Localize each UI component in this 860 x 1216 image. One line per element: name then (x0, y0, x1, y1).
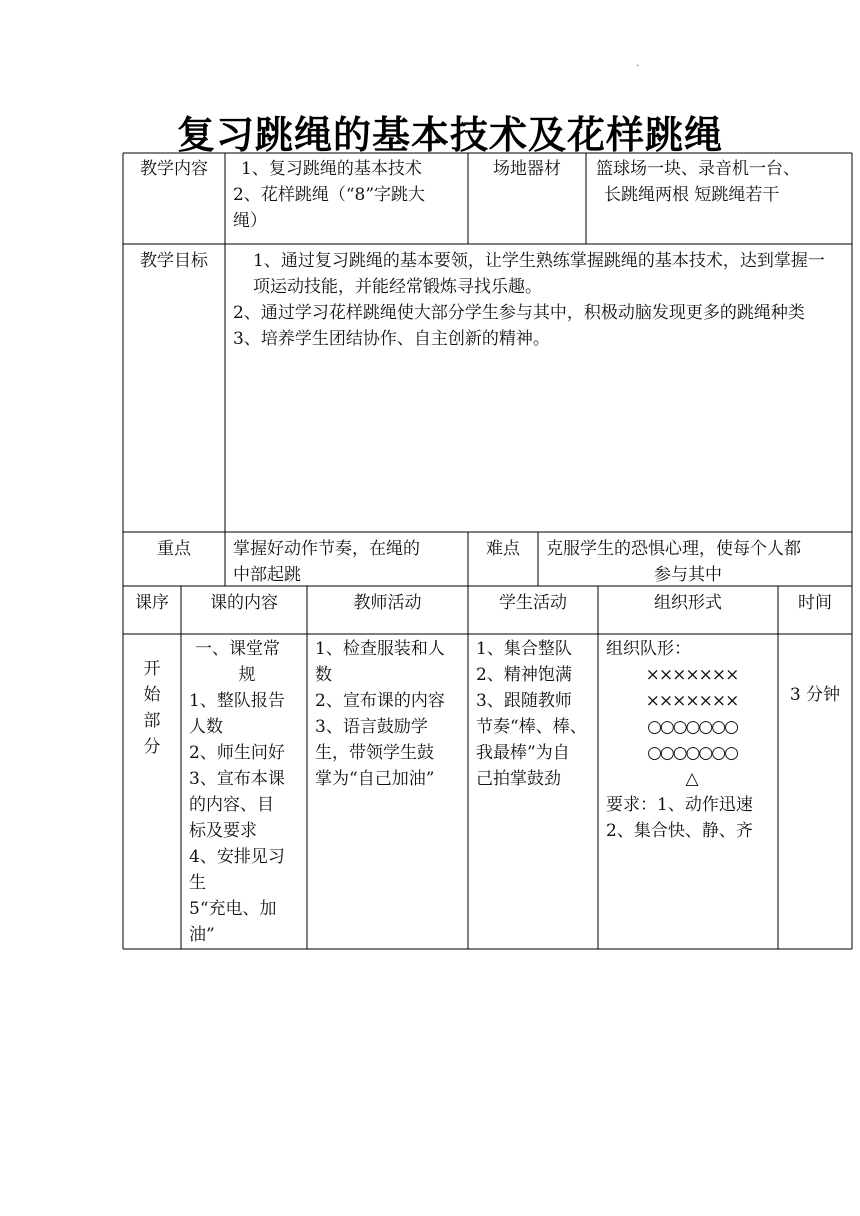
objective-item (233, 248, 849, 300)
venue-label: 场地器材 (493, 159, 561, 179)
lesson-content-line: 标及要求 (189, 821, 257, 841)
student-activity-line: 1、集合整队 (476, 639, 572, 659)
student-activity-cell (476, 636, 598, 792)
formation-row: ○○○○○○○ (647, 717, 737, 737)
teacher-activity-line: 3、语言鼓励学 (315, 717, 428, 737)
key-point-line: 掌握好动作节奏，在绳的 (233, 539, 420, 559)
formation-row: ××××××× (645, 665, 739, 685)
header-sequence: 课序 (135, 593, 169, 613)
teacher-position-mark: △ (685, 769, 699, 789)
organization-line: 2、集合快、静、齐 (606, 821, 753, 841)
student-activity-line: 我最棒”为自 (476, 743, 570, 763)
venue-cell (596, 156, 852, 208)
lesson-content-cell (189, 636, 305, 948)
lesson-content-line: 1、整队报告 (189, 691, 285, 711)
content-line: 2、花样跳绳（“8”字跳大 (233, 185, 426, 205)
objective-item: 2、通过学习花样跳绳使大部分学生参与其中，积极动脑发现更多的跳绳种类 (233, 303, 805, 323)
phase-cell (123, 656, 181, 760)
formation-row: ○○○○○○○ (647, 743, 737, 763)
teacher-activity-line: 2、宣布课的内容 (315, 691, 445, 711)
phase-char: 部 (143, 711, 161, 731)
objectives-label: 教学目标 (140, 251, 208, 271)
difficulty-line: 克服学生的恐惧心理，使每个人都 (546, 539, 801, 559)
student-activity-line: 2、精神饱满 (476, 665, 572, 685)
phase-char: 分 (143, 737, 161, 757)
lesson-content-line: 油” (189, 925, 215, 945)
lesson-content-line: 规 (238, 665, 256, 685)
student-activity-line: 节奏“棒、棒、 (476, 717, 587, 737)
key-point-cell (233, 536, 468, 588)
header-student: 学生活动 (499, 593, 567, 613)
content-label: 教学内容 (140, 159, 208, 179)
lesson-content-line: 的内容、目 (189, 795, 274, 815)
organization-line: 要求：1、动作迅速 (606, 795, 753, 815)
student-activity-line: 己拍掌鼓劲 (476, 769, 561, 789)
phase-char: 开 (143, 659, 161, 679)
content-line: 绳） (233, 211, 267, 231)
teacher-activity-line: 生，带领学生鼓 (315, 743, 434, 763)
lesson-content-line: 3、宣布本课 (189, 769, 285, 789)
student-activity-line: 3、跟随教师 (476, 691, 572, 711)
lesson-content-line: 2、师生问好 (189, 743, 285, 763)
header-content: 课的内容 (210, 593, 278, 613)
objectives-cell (233, 248, 849, 352)
teacher-activity-cell (315, 636, 467, 792)
header-teacher: 教师活动 (353, 593, 422, 613)
lesson-content-line: 人数 (189, 717, 223, 737)
difficulty-line: 参与其中 (654, 565, 722, 585)
objective-text: 1、通过复习跳绳的基本要领，让学生熟练掌握跳绳的基本技术，达到掌握一项运动技能，并能经常锻炼寻找乐趣。 (253, 251, 825, 297)
header-organization: 组织形式 (654, 593, 722, 613)
document-title: 复习跳绳的基本技术及花样跳绳 (176, 113, 723, 157)
objective-item: 3、培养学生团结协作、自主创新的精神。 (233, 329, 550, 349)
lesson-content-line: 5“充电、加 (189, 899, 277, 919)
key-point-line: 中部起跳 (233, 565, 301, 585)
teacher-activity-line: 数 (315, 665, 332, 685)
teacher-activity-line: 掌为“自己加油” (315, 769, 435, 789)
formation-row: ××××××× (645, 691, 739, 711)
lesson-content-line: 一、课堂常 (195, 639, 280, 659)
venue-line: 长跳绳两根 短跳绳若干 (604, 185, 780, 205)
content-cell (233, 156, 468, 234)
time-cell: 3 分钟 (789, 685, 841, 705)
header-time: 时间 (798, 593, 832, 613)
venue-line: 篮球场一块、录音机一台、 (596, 159, 800, 179)
phase-char: 始 (143, 685, 161, 705)
teacher-activity-line: 1、检查服装和人 (315, 639, 445, 659)
difficulty-cell (546, 536, 852, 588)
lesson-content-line: 4、安排见习 (189, 847, 285, 867)
key-point-label: 重点 (157, 539, 191, 559)
lesson-content-line: 生 (189, 873, 206, 893)
content-line: 1、复习跳绳的基本技术 (241, 159, 422, 179)
organization-line: 组织队形： (606, 639, 691, 659)
page-mark: . (636, 58, 640, 69)
organization-cell (606, 636, 778, 844)
difficulty-label: 难点 (486, 539, 520, 559)
